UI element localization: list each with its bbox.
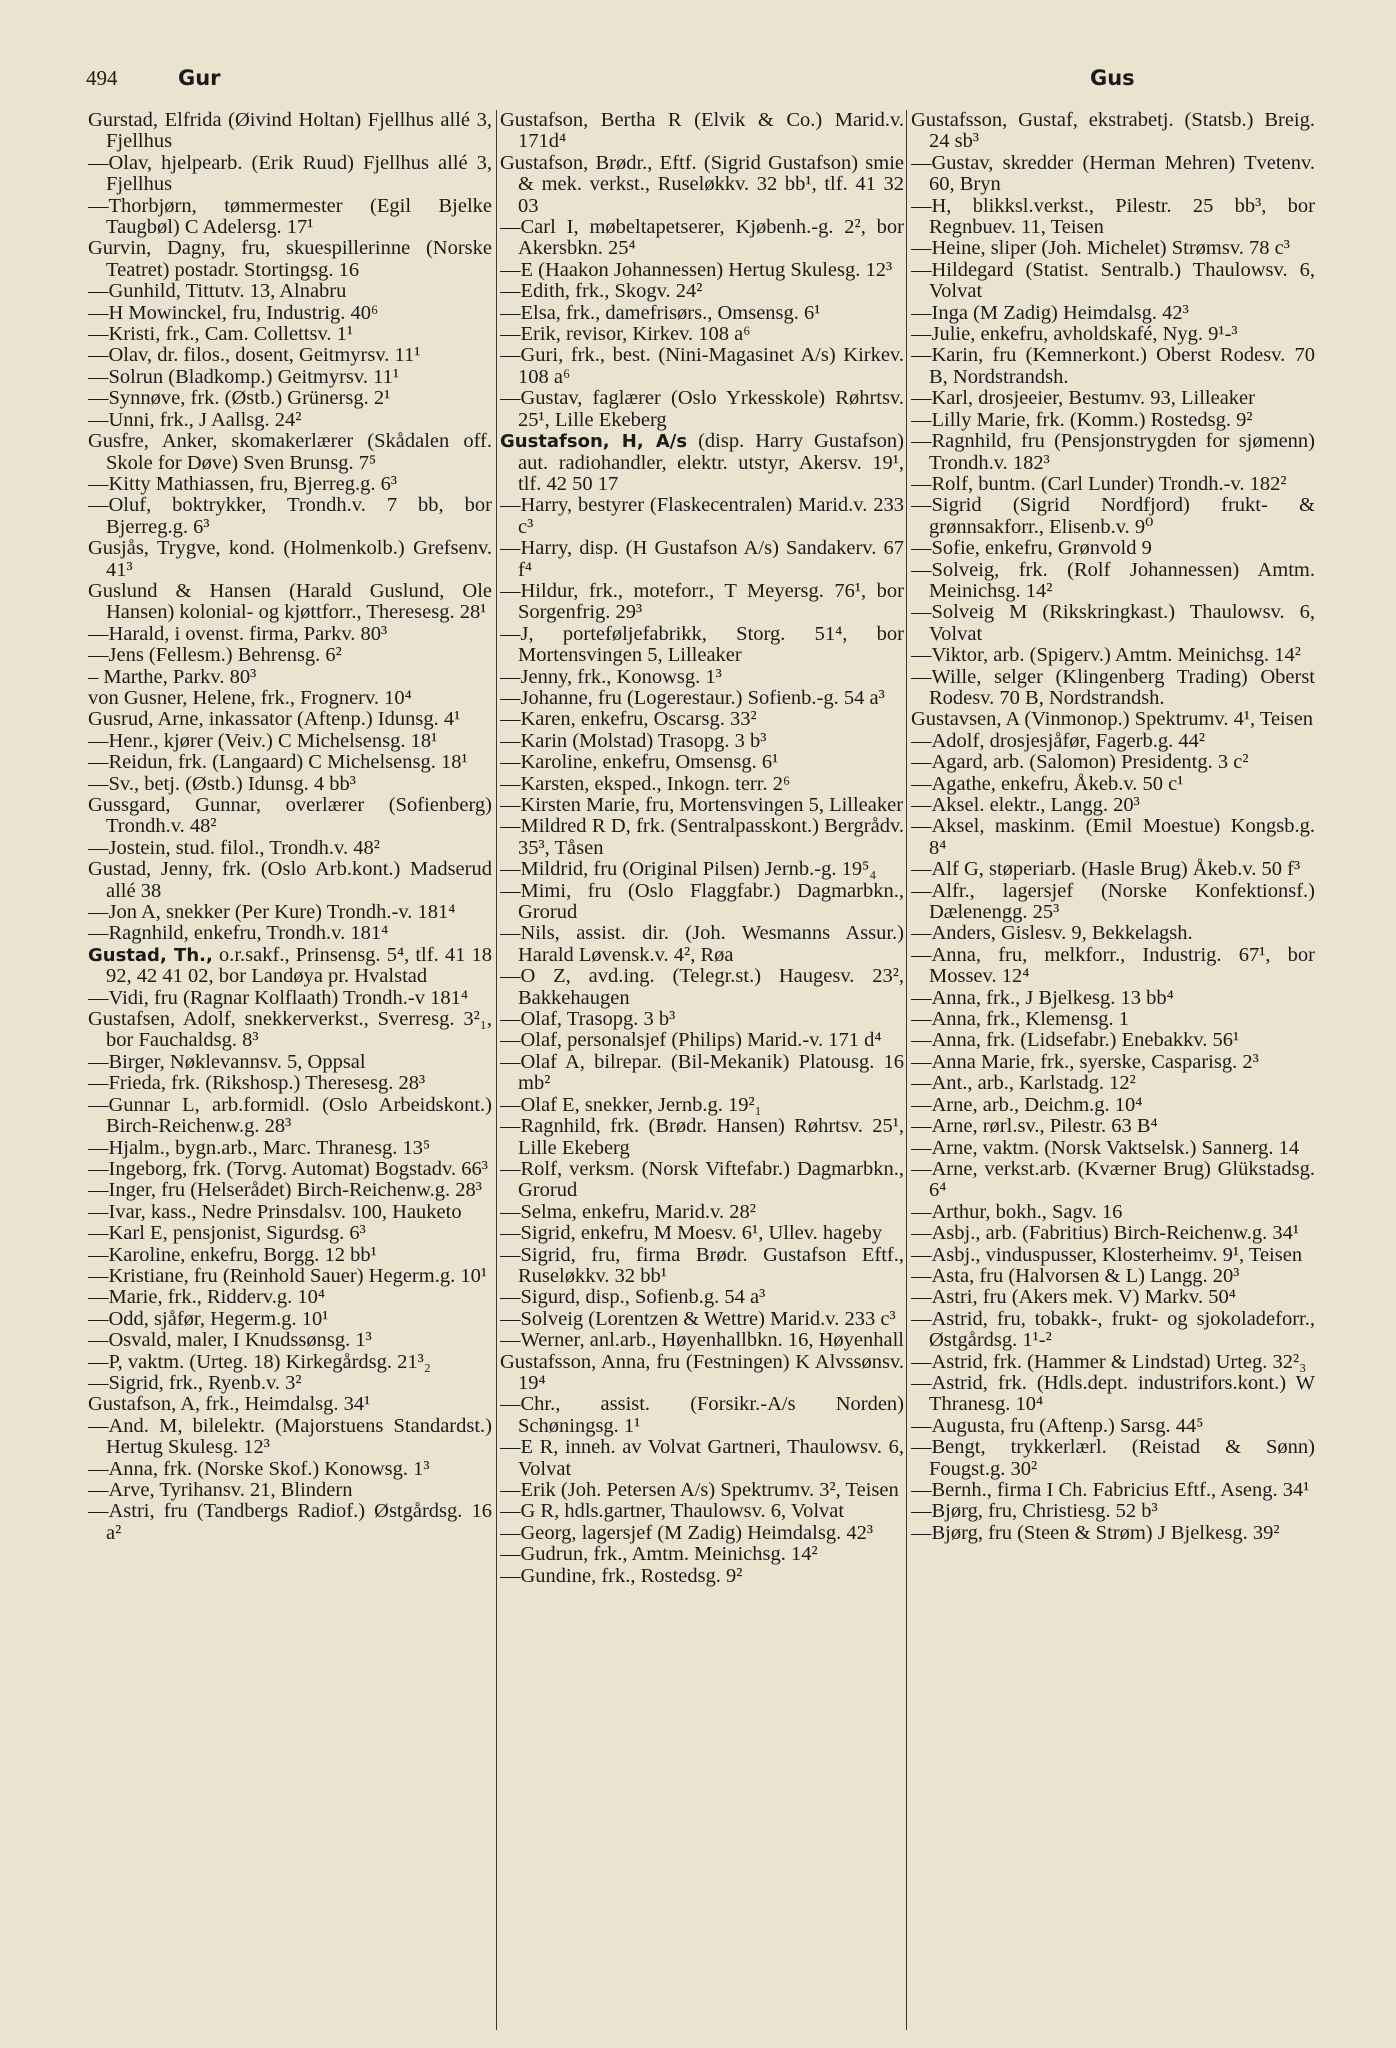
- directory-entry: —Anna, frk., J Bjelkesg. 13 bb⁴: [911, 986, 1174, 1009]
- directory-entry: —Rolf, verksm. (Norsk Viftefabr.) Dagmarbkn., Grorud: [500, 1157, 904, 1202]
- directory-entry: —Heine, sliper (Joh. Michelet) Strømsv. 78 c³: [911, 237, 1290, 260]
- directory-entry: —Karl E, pensjonist, Sigurdsg. 6³: [88, 1222, 366, 1245]
- directory-entry: —Olaf, Trasopg. 3 b³: [500, 1008, 676, 1031]
- directory-entry: —Harry, bestyrer (Flaskecentralen) Marid.v. 233 c³: [500, 494, 904, 538]
- directory-entry: —Karin (Molstad) Trasopg. 3 b³: [500, 729, 767, 752]
- directory-entry: —Jostein, stud. filol., Trondh.v. 48²: [88, 836, 380, 859]
- directory-entry: —Edith, frk., Skogv. 24²: [500, 280, 703, 303]
- directory-entry: —Kristiane, fru (Reinhold Sauer) Hegerm.g. 10¹: [88, 1264, 487, 1287]
- directory-entry: —Sigrid, frk., Ryenb.v. 3²: [88, 1371, 302, 1394]
- directory-entry: —Ragnhild, fru (Pensjonstrygden for sjømenn) Trondh.v. 182³: [911, 430, 1315, 474]
- directory-entry: —Jon A, snekker (Per Kure) Trondh.-v. 181⁴: [88, 901, 456, 924]
- directory-entry: —Karen, enkefru, Oscarsg. 33²: [500, 708, 757, 731]
- directory-entry: —Inger, fru (Helserådet) Birch-Reichenw.g. 28³: [88, 1179, 482, 1202]
- directory-entry: [500, 431, 904, 495]
- directory-entry: —Vidi, fru (Ragnar Kolflaath) Trondh.-v 181⁴: [88, 986, 468, 1009]
- directory-entry: —P, vaktm. (Urteg. 18) Kirkegårdsg. 21³₂: [88, 1350, 431, 1373]
- directory-entry: —Marie, frk., Ridderv.g. 10⁴: [88, 1286, 325, 1309]
- directory-entry: —Mimi, fru (Oslo Flaggfabr.) Dagmarbkn., Grorud: [500, 879, 904, 924]
- directory-entry: —Karoline, enkefru, Omsensg. 6¹: [500, 751, 779, 774]
- directory-entry: —O Z, avd.ing. (Telegr.st.) Haugesv. 23², Bakkehaugen: [500, 965, 904, 1009]
- directory-entry: —Ant., arb., Karlstadg. 12²: [911, 1072, 1136, 1095]
- directory-entry: —Agard, arb. (Salomon) Presidentg. 3 c²: [911, 751, 1249, 774]
- directory-entry: Gustad, Jenny, frk. (Oslo Arb.kont.) Madserud allé 38: [88, 858, 492, 902]
- column-divider: [496, 110, 497, 2030]
- directory-entry: —Ragnhild, frk. (Brødr. Hansen) Røhrtsv. 25¹, Lille Ekeberg: [500, 1115, 904, 1159]
- directory-entry: —Alfr., lagersjef (Norske Konfektionsf.) Dælenengg. 25³: [911, 879, 1315, 924]
- directory-entry: —Hildegard (Statist. Sentralb.) Thaulowsv. 6, Volvat: [911, 258, 1315, 303]
- directory-entry: —Astrid, fru, tobakk-, frukt- og sjokoladeforr., Østgårdsg. 1¹-²: [911, 1307, 1315, 1352]
- directory-entry: —Elsa, frk., damefrisørs., Omsensg. 6¹: [500, 301, 821, 324]
- directory-entry: Gusrud, Arne, inkassator (Aftenp.) Idunsg. 4¹: [88, 708, 461, 731]
- directory-entry: —Gundine, frk., Rostedsg. 9²: [500, 1564, 743, 1587]
- directory-entry: —Gudrun, frk., Amtm. Meinichsg. 14²: [500, 1543, 818, 1566]
- directory-entry: Gustafson, Bertha R (Elvik & Co.) Marid.v. 171d⁴: [500, 110, 904, 153]
- directory-entry: —Sigrid, enkefru, M Moesv. 6¹, Ullev. hageby: [500, 1222, 883, 1245]
- directory-entry: —Arne, rørl.sv., Pilestr. 63 B⁴: [911, 1115, 1158, 1138]
- directory-entry: Gusjås, Trygve, kond. (Holmenkolb.) Grefsenv. 41³: [88, 537, 492, 581]
- directory-entry: —Arthur, bokh., Sagv. 16: [911, 1200, 1123, 1223]
- directory-entry: —Ingeborg, frk. (Torvg. Automat) Bogstadv. 66³: [88, 1157, 488, 1180]
- directory-entry: —Aksel. elektr., Langg. 20³: [911, 794, 1140, 816]
- directory-entry: —Bjørg, fru, Christiesg. 52 b³: [911, 1500, 1158, 1523]
- directory-entry: —E R, inneh. av Volvat Gartneri, Thaulowsv. 6, Volvat: [500, 1436, 904, 1480]
- directory-entry: —Solveig (Lorentzen & Wettre) Marid.v. 233 c³: [500, 1307, 896, 1330]
- directory-entry: Gustafson, A, frk., Heimdalsg. 34¹: [88, 1393, 371, 1416]
- directory-entry: —H, blikksl.verkst., Pilestr. 25 bb³, bor Regnbuev. 11, Teisen: [911, 194, 1315, 239]
- directory-entry: —Olaf E, snekker, Jernb.g. 19²₁: [500, 1093, 762, 1116]
- directory-entry: —Adolf, drosjesjåfør, Fagerb.g. 44²: [911, 729, 1205, 752]
- directory-entry: —Solveig, frk. (Rolf Johannessen) Amtm. Meinichsg. 14²: [911, 558, 1315, 602]
- directory-entry: —Guri, frk., best. (Nini-Magasinet A/s) Kirkev. 108 a⁶: [500, 344, 904, 388]
- directory-entry: —Gustav, skredder (Herman Mehren) Tvetenv. 60, Bryn: [911, 151, 1315, 196]
- directory-entry: —Henr., kjører (Veiv.) C Michelsensg. 18¹: [88, 729, 438, 752]
- directory-entry: Guslund & Hansen (Harald Guslund, Ole Hansen) kolonial- og kjøttforr., Theresesg. 28¹: [88, 579, 492, 624]
- directory-entry: —Karin, fru (Kemnerkont.) Oberst Rodesv. 70 B, Nordstrandsh.: [911, 344, 1315, 388]
- directory-entry: —Anna, fru, melkforr., Industrig. 67¹, bor Mossev. 12⁴: [911, 943, 1315, 988]
- directory-entry: —Anna Marie, frk., syerske, Casparisg. 2³: [911, 1050, 1259, 1073]
- directory-entry: —Chr., assist. (Forsikr.-A/s Norden) Schøningsg. 1¹: [500, 1393, 904, 1437]
- directory-entry: —Synnøve, frk. (Østb.) Grünersg. 2¹: [88, 387, 391, 410]
- directory-entry: —Mildred R D, frk. (Sentralpasskont.) Bergrådv. 35³, Tåsen: [500, 815, 904, 859]
- directory-entry: —Gustav, faglærer (Oslo Yrkesskole) Røhrtsv. 25¹, Lille Ekeberg: [500, 387, 904, 431]
- directory-entry: —Selma, enkefru, Marid.v. 28²: [500, 1200, 756, 1223]
- directory-entry: —Olaf A, bilrepar. (Bil-Mekanik) Platousg. 16 mb²: [500, 1050, 904, 1095]
- directory-entry: —Nils, assist. dir. (Joh. Wesmanns Assur.) Harald Løvensk.v. 4², Røa: [500, 922, 904, 966]
- directory-entry: – Marthe, Parkv. 80³: [88, 665, 257, 688]
- directory-entry: —G R, hdls.gartner, Thaulowsv. 6, Volvat: [500, 1500, 845, 1523]
- directory-entry: —Wille, selger (Klingenberg Trading) Oberst Rodesv. 70 B, Nordstrandsh.: [911, 665, 1315, 709]
- directory-entry: —Sv., betj. (Østb.) Idunsg. 4 bb³: [88, 772, 356, 795]
- entry-text: (disp. Harry Gustafson) aut. radiohandler, elektr. utstyr, Akersv. 19¹, tlf. 42 50 17: [518, 430, 904, 495]
- directory-entry: —Gunhild, Tittutv. 13, Alnabru: [88, 280, 347, 303]
- directory-entry: —E (Haakon Johannessen) Hertug Skulesg. 12³: [500, 258, 893, 281]
- page-number: 494: [86, 66, 118, 90]
- directory-entry: —Arve, Tyrihansv. 21, Blindern: [88, 1479, 353, 1501]
- directory-entry: —Erik, revisor, Kirkev. 108 a⁶: [500, 323, 751, 346]
- directory-entry: —Astrid, frk. (Hammer & Lindstad) Urteg. 32²₃: [911, 1350, 1307, 1373]
- directory-entry: —Thorbjørn, tømmermester (Egil Bjelke Taugbøl) C Adelersg. 17¹: [88, 194, 492, 239]
- directory-entry: —Harry, disp. (H Gustafson A/s) Sandakerv. 67 f⁴: [500, 537, 904, 581]
- directory-entry: —Sigrid, fru, firma Brødr. Gustafson Eftf., Ruseløkkv. 32 bb¹: [500, 1243, 904, 1287]
- directory-entry: —Astri, fru (Akers mek. V) Markv. 50⁴: [911, 1286, 1236, 1309]
- directory-entry: von Gusner, Helene, frk., Frognerv. 10⁴: [88, 686, 412, 709]
- right-guide-word: Gus: [1090, 66, 1135, 90]
- directory-entry: —Kirsten Marie, fru, Mortensvingen 5, Lilleaker: [500, 794, 904, 816]
- directory-entry: —Werner, anl.arb., Høyenhallbkn. 16, Høyenhall: [500, 1329, 904, 1352]
- directory-entry: —Solrun (Bladkomp.) Geitmyrsv. 11¹: [88, 365, 399, 388]
- directory-entry: —Ivar, kass., Nedre Prinsdalsv. 100, Hauketo: [88, 1200, 462, 1223]
- directory-entry: —Johanne, fru (Logerestaur.) Sofienb.-g. 54 a³: [500, 686, 885, 709]
- directory-entry: —Gunnar L, arb.formidl. (Oslo Arbeidskont.) Birch-Reichenw.g. 28³: [88, 1093, 492, 1138]
- directory-entry: —Sigurd, disp., Sofienb.g. 54 a³: [500, 1286, 766, 1309]
- directory-entry: Gurvin, Dagny, fru, skuespillerinne (Norske Teatret) postadr. Stortingsg. 16: [88, 237, 492, 281]
- directory-entry: —Julie, enkefru, avholdskafé, Nyg. 9¹-³: [911, 323, 1238, 346]
- directory-entry: —Kitty Mathiassen, fru, Bjerreg.g. 6³: [88, 472, 398, 495]
- directory-entry: —Bernh., firma I Ch. Fabricius Eftf., Aseng. 34¹: [911, 1479, 1310, 1501]
- directory-entry: —Olav, dr. filos., dosent, Geitmyrsv. 11¹: [88, 344, 421, 367]
- column-divider: [906, 110, 907, 2030]
- directory-entry: —Hjalm., bygn.arb., Marc. Thranesg. 13⁵: [88, 1136, 431, 1159]
- directory-entry: —Reidun, frk. (Langaard) C Michelsensg. 18¹: [88, 751, 468, 774]
- directory-entry: Gurstad, Elfrida (Øivind Holtan) Fjellhus allé 3, Fjellhus: [88, 110, 492, 153]
- directory-entry: Gustafsen, Adolf, snekkerverkst., Sverresg. 3²₁, bor Fauchaldsg. 8³: [88, 1008, 492, 1052]
- directory-entry: —Georg, lagersjef (M Zadig) Heimdalsg. 42³: [500, 1521, 873, 1544]
- directory-entry: —Rolf, buntm. (Carl Lunder) Trondh.-v. 182²: [911, 472, 1287, 495]
- directory-entry: Gustafson, Brødr., Eftf. (Sigrid Gustafson) smie & mek. verkst., Ruseløkkv. 32 bb¹, tlf. 41 32 03: [500, 151, 904, 217]
- directory-entry: —And. M, bilelektr. (Majorstuens Standardst.) Hertug Skulesg. 12³: [88, 1414, 492, 1459]
- directory-entry: —Astri, fru (Tandbergs Radiof.) Østgårdsg. 16 a²: [88, 1500, 492, 1544]
- directory-entry: —Harald, i ovenst. firma, Parkv. 80³: [88, 622, 388, 645]
- directory-entry: Gusfre, Anker, skomakerlærer (Skådalen off. Skole for Døve) Sven Brunsg. 7⁵: [88, 430, 492, 474]
- entry-text: o.r.sakf., Prinsensg. 5⁴, tlf. 41 18 92, 42 41 02, bor Landøya pr. Hvalstad: [106, 943, 492, 988]
- directory-entry: —Aksel, maskinm. (Emil Moestue) Kongsb.g. 8⁴: [911, 815, 1315, 859]
- directory-entry: —Karl, drosjeeier, Bestumv. 93, Lilleaker: [911, 387, 1255, 410]
- directory-entry: [88, 945, 492, 988]
- column-2: [500, 110, 904, 2040]
- directory-entry: —Alf G, støperiarb. (Hasle Brug) Åkeb.v. 50 f³: [911, 858, 1301, 881]
- directory-entry: —Asbj., vinduspusser, Klosterheimv. 9¹, Teisen: [911, 1243, 1303, 1266]
- directory-entry: —Carl I, møbeltapetserer, Kjøbenh.-g. 2², bor Akersbkn. 25⁴: [500, 216, 904, 260]
- left-guide-word: Gur: [178, 66, 221, 90]
- directory-entry: —J, porteføljefabrikk, Storg. 51⁴, bor Mortensvingen 5, Lilleaker: [500, 622, 904, 667]
- directory-entry: —Astrid, frk. (Hdls.dept. industrifors.kont.) W Thranesg. 10⁴: [911, 1371, 1315, 1416]
- directory-entry: —Karsten, eksped., Inkogn. terr. 2⁶: [500, 772, 791, 795]
- directory-entry: —Arne, vaktm. (Norsk Vaktselsk.) Sannerg. 14: [911, 1136, 1300, 1159]
- directory-entry: —Frieda, frk. (Rikshosp.) Theresesg. 28³: [88, 1072, 426, 1095]
- directory-entry: —Asta, fru (Halvorsen & L) Langg. 20³: [911, 1264, 1240, 1287]
- directory-entry: —Inga (M Zadig) Heimdalsg. 42³: [911, 301, 1189, 324]
- directory-entry: —Odd, sjåfør, Hegerm.g. 10¹: [88, 1307, 329, 1330]
- directory-entry: —Mildrid, fru (Original Pilsen) Jernb.-g. 19⁵₄: [500, 858, 877, 881]
- directory-entry: —Anders, Gislesv. 9, Bekkelagsh.: [911, 922, 1193, 945]
- entry-bold-name: Gustafson, H, A/s: [500, 431, 688, 453]
- entry-bold-name: Gustad, Th.,: [88, 944, 213, 966]
- column-1: [88, 110, 492, 2040]
- directory-entry: —Agathe, enkefru, Åkeb.v. 50 c¹: [911, 772, 1184, 795]
- directory-entry: —Jenny, frk., Konowsg. 1³: [500, 665, 722, 688]
- directory-entry: —Unni, frk., J Aallsg. 24²: [88, 408, 302, 431]
- directory-entry: —Viktor, arb. (Spigerv.) Amtm. Meinichsg. 14²: [911, 644, 1301, 667]
- directory-entry: —Birger, Nøklevannsv. 5, Oppsal: [88, 1050, 366, 1073]
- directory-entry: —Sofie, enkefru, Grønvold 9: [911, 537, 1152, 560]
- directory-entry: —Anna, frk. (Norske Skof.) Konowsg. 1³: [88, 1457, 430, 1480]
- directory-entry: —Karoline, enkefru, Borgg. 12 bb¹: [88, 1243, 377, 1266]
- directory-entry: —Augusta, fru (Aftenp.) Sarsg. 44⁵: [911, 1414, 1204, 1437]
- directory-entry: —Olav, hjelpearb. (Erik Ruud) Fjellhus allé 3, Fjellhus: [88, 151, 492, 196]
- directory-entry: —Bengt, trykkerlærl. (Reistad & Sønn) Fougst.g. 30²: [911, 1436, 1315, 1480]
- directory-entry: —Sigrid (Sigrid Nordfjord) frukt- & grønnsakforr., Elisenb.v. 9⁰: [911, 494, 1315, 538]
- directory-entry: —Lilly Marie, frk. (Komm.) Rostedsg. 9²: [911, 408, 1253, 431]
- directory-entry: —Bjørg, fru (Steen & Strøm) J Bjelkesg. 39²: [911, 1521, 1280, 1544]
- directory-entry: —Oluf, boktrykker, Trondh.v. 7 bb, bor Bjerreg.g. 6³: [88, 494, 492, 538]
- directory-entry: Gustafsson, Gustaf, ekstrabetj. (Statsb.) Breig. 24 sb³: [911, 110, 1315, 153]
- directory-entry: —Osvald, maler, I Knudssønsg. 1³: [88, 1329, 372, 1352]
- directory-entry: —Kristi, frk., Cam. Collettsv. 1¹: [88, 323, 354, 346]
- directory-entry: —Solveig M (Rikskringkast.) Thaulowsv. 6, Volvat: [911, 601, 1315, 645]
- directory-entry: —H Mowinckel, fru, Industrig. 40⁶: [88, 301, 379, 324]
- directory-entry: —Hildur, frk., moteforr., T Meyersg. 76¹, bor Sorgenfrig. 29³: [500, 579, 904, 624]
- directory-entry: —Olaf, personalsjef (Philips) Marid.-v. 171 d⁴: [500, 1029, 882, 1052]
- directory-entry: —Jens (Fellesm.) Behrensg. 6²: [88, 644, 342, 667]
- directory-entry: —Erik (Joh. Petersen A/s) Spektrumv. 3², Teisen: [500, 1479, 899, 1501]
- directory-entry: Gussgard, Gunnar, overlærer (Sofienberg) Trondh.v. 48²: [88, 794, 492, 838]
- directory-entry: —Arne, arb., Deichm.g. 10⁴: [911, 1093, 1143, 1116]
- column-3: [911, 110, 1315, 2040]
- directory-entry: —Anna, frk., Klemensg. 1: [911, 1008, 1130, 1031]
- directory-entry: —Asbj., arb. (Fabritius) Birch-Reichenw.g. 34¹: [911, 1222, 1299, 1245]
- directory-entry: Gustavsen, A (Vinmonop.) Spektrumv. 4¹, Teisen: [911, 708, 1314, 731]
- directory-entry: Gustafsson, Anna, fru (Festningen) K Alvssønsv. 19⁴: [500, 1350, 904, 1394]
- directory-entry: —Ragnhild, enkefru, Trondh.v. 181⁴: [88, 922, 389, 945]
- directory-entry: —Anna, frk. (Lidsefabr.) Enebakkv. 56¹: [911, 1029, 1240, 1052]
- directory-entry: —Arne, verkst.arb. (Kværner Brug) Glükstadsg. 6⁴: [911, 1157, 1315, 1202]
